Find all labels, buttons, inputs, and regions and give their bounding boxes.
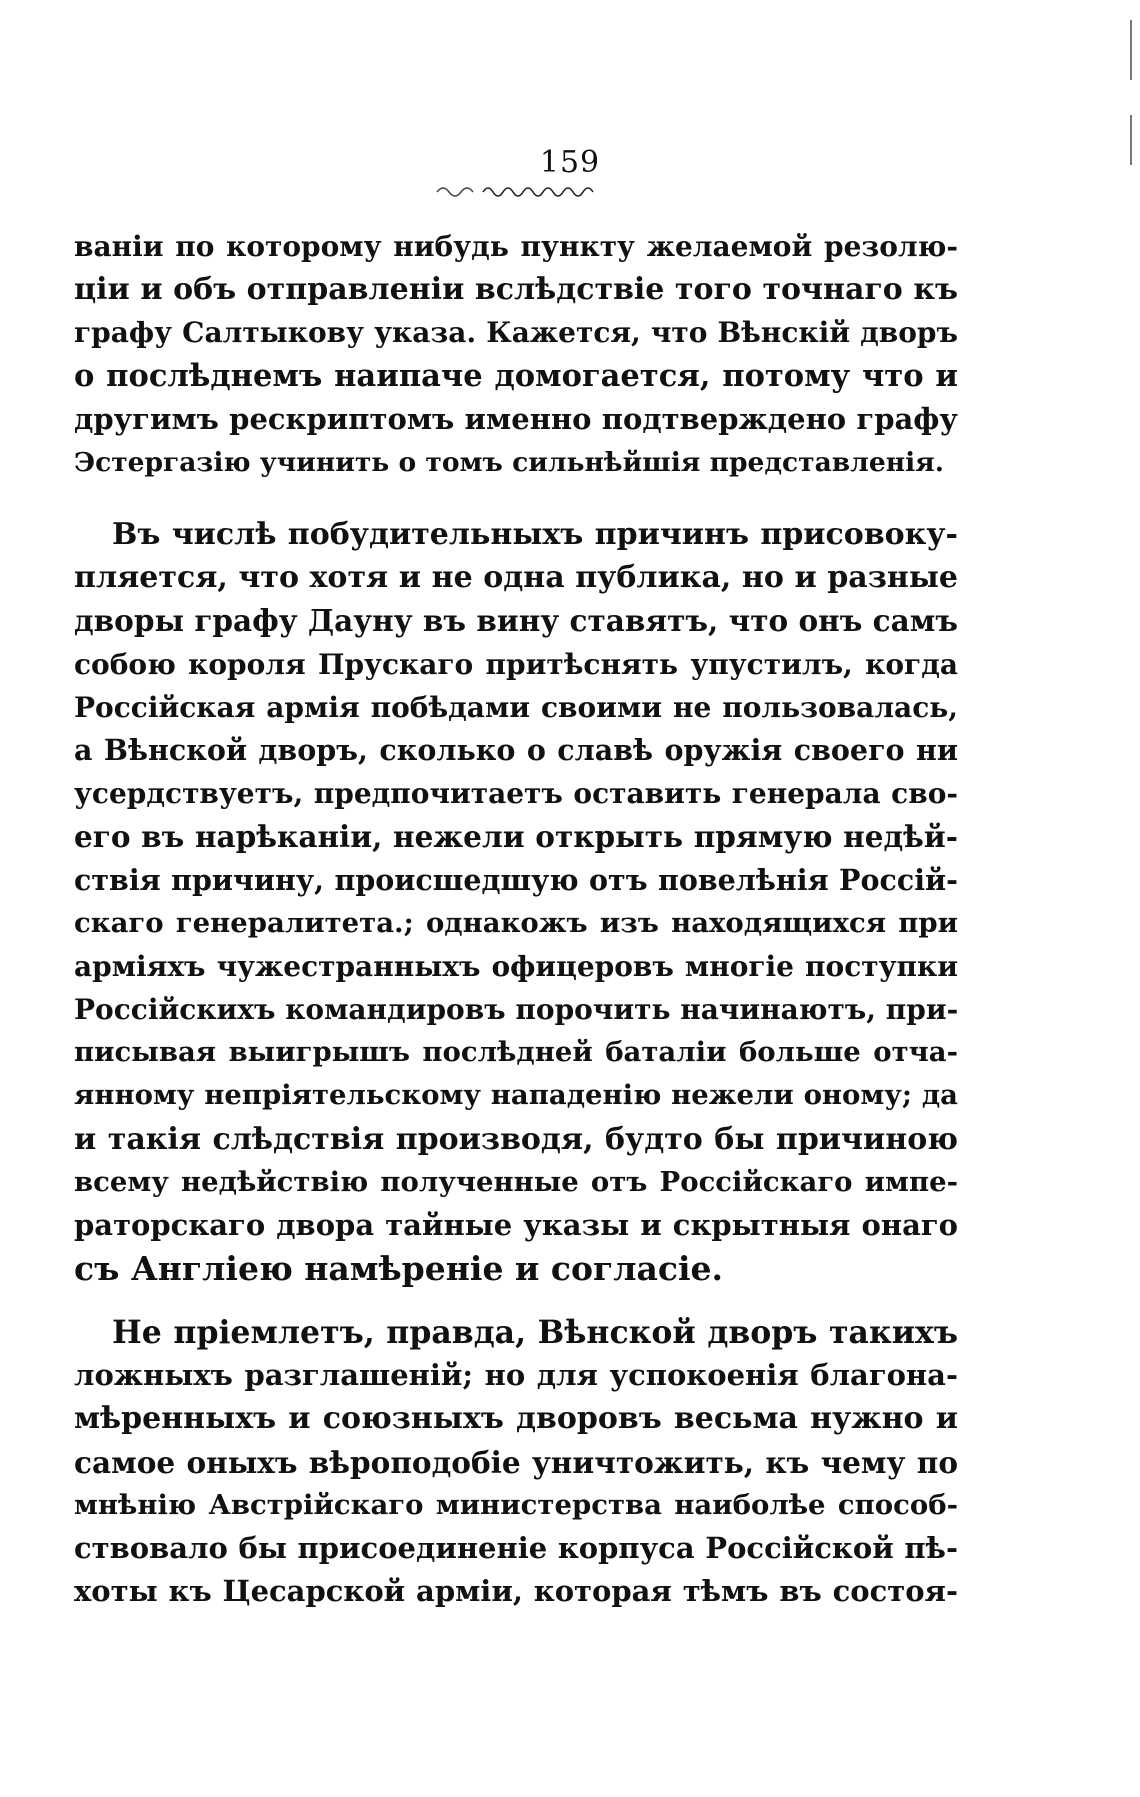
text-line: пляется, что хотя и не одна публика, но и разные (74, 560, 958, 596)
text-line: янному непрiятельскому нападенiю нежели оному; да (74, 1079, 958, 1112)
text-line: армiяхъ чужестранныхъ офицеровъ многiе поступки (74, 949, 958, 983)
text-line: раторскаго двора тайные указы и скрытныя онаго (74, 1208, 958, 1242)
text-line: усердствуетъ, предпочитаетъ оставить генерала сво- (74, 777, 958, 811)
text-line: дворы графу Дауну въ вину ставятъ, что онъ самъ (74, 603, 958, 639)
text-line: цiи и объ отправленiи вслѣдствiе того точнаго къ (74, 272, 958, 308)
scan-edge-mark (1130, 115, 1132, 165)
scan-edge-mark (1130, 20, 1132, 80)
text-line: и такiя слѣдствiя производя, будто бы причиною (74, 1121, 958, 1157)
ornament-divider (435, 180, 595, 198)
text-line: самое оныхъ вѣроподобiе уничтожить, къ чему по (74, 1444, 958, 1480)
text-line: его въ нарѣканiи, нежели открыть прямую недѣй- (74, 819, 958, 855)
text-line: собою короля Прускаго притѣснять упустилъ, когда (74, 647, 958, 681)
text-line: ствовало бы присоединенiе корпуса Россiйской пѣ- (74, 1530, 958, 1565)
text-line: ванiи по которому нибудь пункту желаемой резолю- (74, 230, 958, 263)
paragraph-2 (74, 513, 958, 1290)
text-line: скаго генералитета.; однакожъ изъ находящихся при (74, 906, 958, 939)
text-line: о послѣднемъ наипаче домогается, потому что и (74, 357, 958, 394)
text-line: съ Англiею намѣренiе и согласiе. (74, 1249, 723, 1289)
page-number: 159 (539, 145, 601, 180)
text-line: Россiйскихъ командировъ порочить начинаютъ, при- (74, 993, 959, 1027)
text-line: графу Салтыкову указа. Кажется, что Вѣнскiй дворъ (74, 316, 958, 350)
text-line: всему недѣйствiю полученные отъ Россiйскаго импе- (74, 1165, 958, 1198)
text-line: другимъ рескриптомъ именно подтверждено графу (74, 401, 958, 436)
text-line: мнѣнiю Австрiйскаго министерства наиболѣе способ- (74, 1488, 958, 1521)
text-line: ложныхъ разглашенiй; но для успокоенiя благона- (74, 1358, 958, 1393)
text-line: Россiйская армiя побѣдами своими не пользовалась, (74, 690, 958, 724)
text-line: ствiя причину, происшедшую отъ повелѣнiя Россiй- (74, 862, 958, 897)
text-line: а Вѣнской дворъ, сколько о славѣ оружiя своего ни (74, 732, 958, 767)
text-line: мѣренныхъ и союзныхъ дворовъ весьма нужно и (74, 1401, 958, 1437)
text-line: Не прiемлетъ, правда, Вѣнской дворъ такихъ (112, 1314, 958, 1351)
paragraph-3 (74, 1311, 958, 1613)
text-line: хоты къ Цесарской армiи, которая тѣмъ въ состоя- (74, 1574, 958, 1609)
text-line: писывая выигрышъ послѣдней баталiи больше отча- (74, 1036, 958, 1069)
text-line: Эстергазiю учинить о томъ сильнѣйшiя представленiя. (74, 446, 944, 478)
text-line: Въ числѣ побудительныхъ причинъ присовоку- (112, 517, 958, 552)
paragraph-1 (74, 225, 958, 484)
